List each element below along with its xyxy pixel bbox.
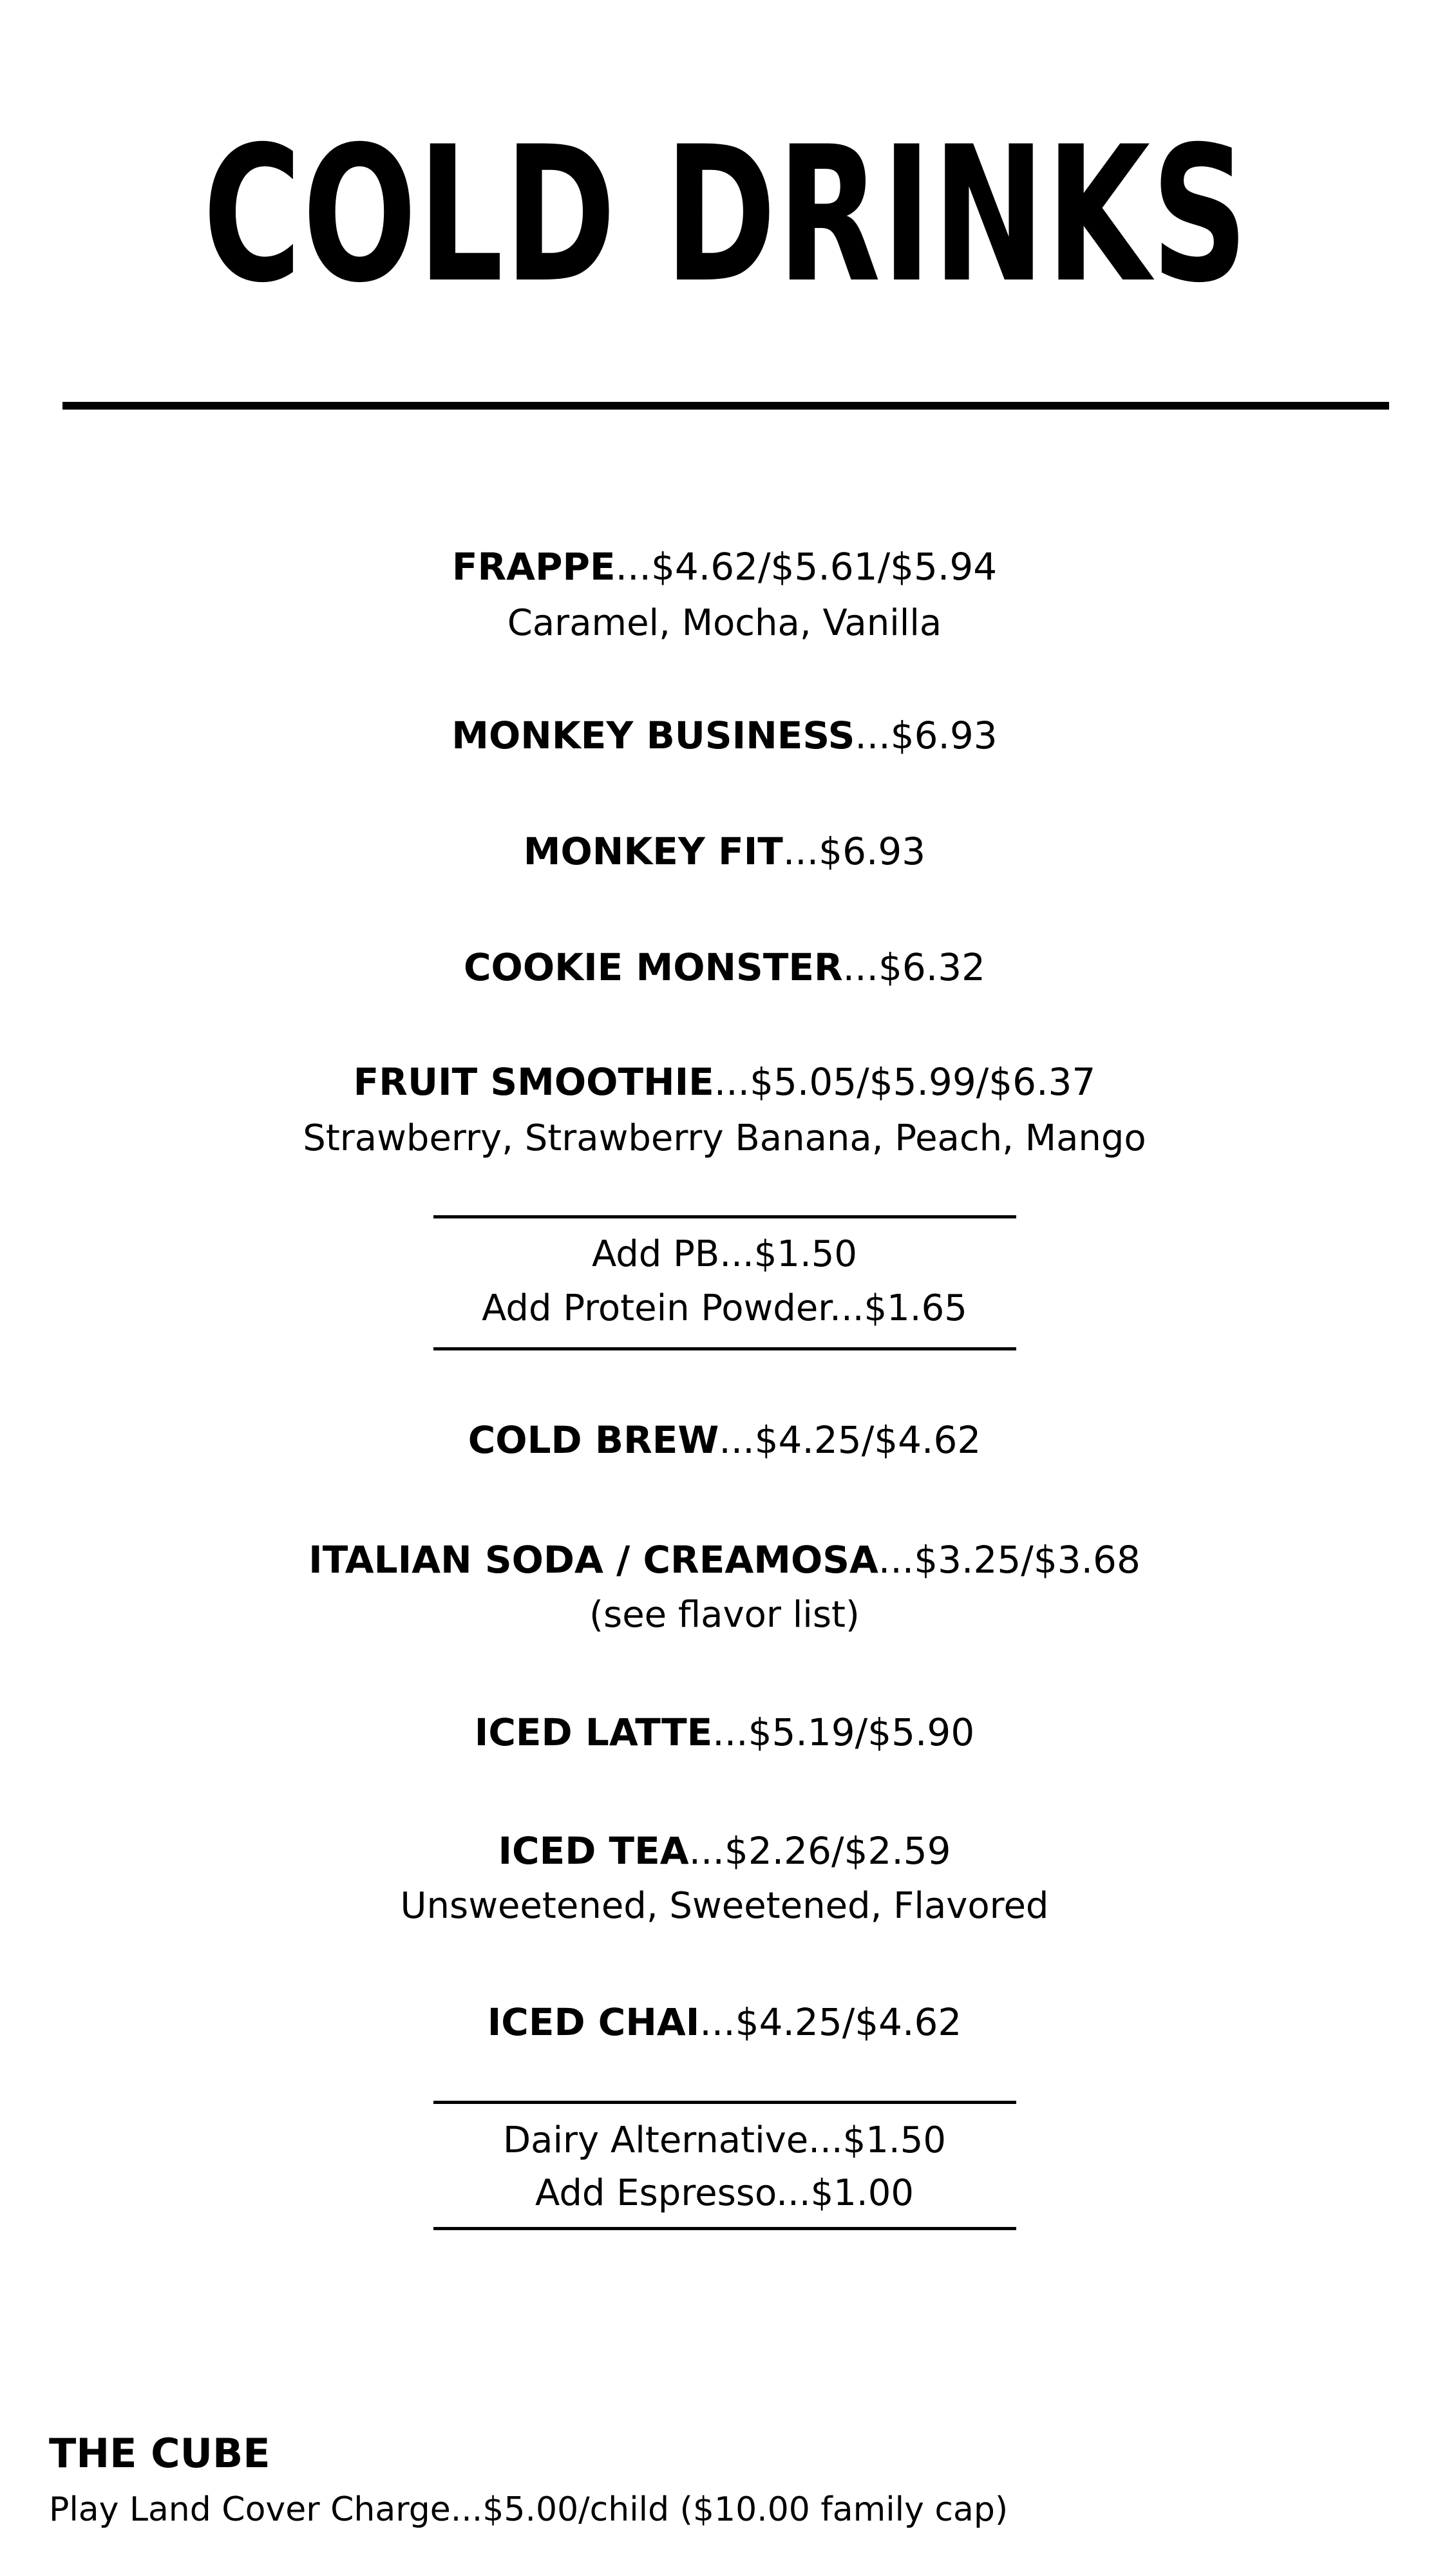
menu-item-frappe [0,541,1449,592]
item-name: FRAPPE [451,545,616,589]
addon-line: Add Espresso...$1.00 [535,2172,914,2214]
item-price: ...$4.25/$4.62 [719,1418,981,1462]
item-price: ...$5.19/$5.90 [712,1710,975,1754]
item-name: ICED LATTE [474,1710,713,1754]
item-price: ...$6.93 [782,829,926,873]
item-name: COOKIE MONSTER [463,945,843,989]
addon-line: Dairy Alternative...$1.50 [503,2119,946,2161]
item-price: ...$5.05/$5.99/$6.37 [714,1060,1096,1104]
item-price: ...$4.62/$5.61/$5.94 [615,545,998,589]
menu-item-italian-soda [0,1534,1449,1586]
menu-item-cookie-monster [0,942,1449,993]
menu-item-fruit-smoothie [0,1056,1449,1108]
addon-divider-bottom [433,1347,1016,1350]
item-name: ICED TEA [498,1829,689,1873]
item-name: ITALIAN SODA / CREAMOSA [308,1538,878,1582]
footer-text: Play Land Cover Charge...$5.00/child ($10.00 family cap) [49,2490,1009,2529]
footer-heading: THE CUBE [49,2430,270,2477]
addon-divider-bottom [433,2227,1016,2230]
menu-item-monkey-business [0,710,1449,761]
item-name: FRUIT SMOOTHIE [353,1060,714,1104]
menu-item-cold-brew [0,1414,1449,1466]
item-price: ...$3.25/$3.68 [878,1538,1141,1582]
item-name: ICED CHAI [487,2000,700,2044]
addon-divider-top [433,1215,1016,1218]
menu-item-iced-latte [0,1707,1449,1758]
item-description: Unsweetened, Sweetened, Flavored [400,1885,1049,1927]
item-price: ...$6.32 [842,945,986,989]
item-price: ...$2.26/$2.59 [688,1829,951,1873]
item-description: Strawberry, Strawberry Banana, Peach, Mango [303,1117,1146,1159]
addon-line: Add Protein Powder...$1.65 [482,1287,967,1329]
item-name: MONKEY BUSINESS [451,714,855,757]
menu-title: COLD DRINKS [202,107,1249,324]
item-price: ...$4.25/$4.62 [699,2000,962,2044]
menu-item-monkey-fit [0,826,1449,877]
item-name: COLD BREW [468,1418,719,1462]
menu-item-iced-tea [0,1825,1449,1877]
menu-item-iced-chai [0,1996,1449,2048]
addon-line: Add PB...$1.50 [591,1233,858,1275]
addon-divider-top [433,2101,1016,2104]
item-price: ...$6.93 [855,714,998,757]
item-description: Caramel, Mocha, Vanilla [507,602,942,644]
item-description: (see flavor list) [589,1594,860,1636]
item-name: MONKEY FIT [523,829,783,873]
title-divider [62,402,1389,410]
